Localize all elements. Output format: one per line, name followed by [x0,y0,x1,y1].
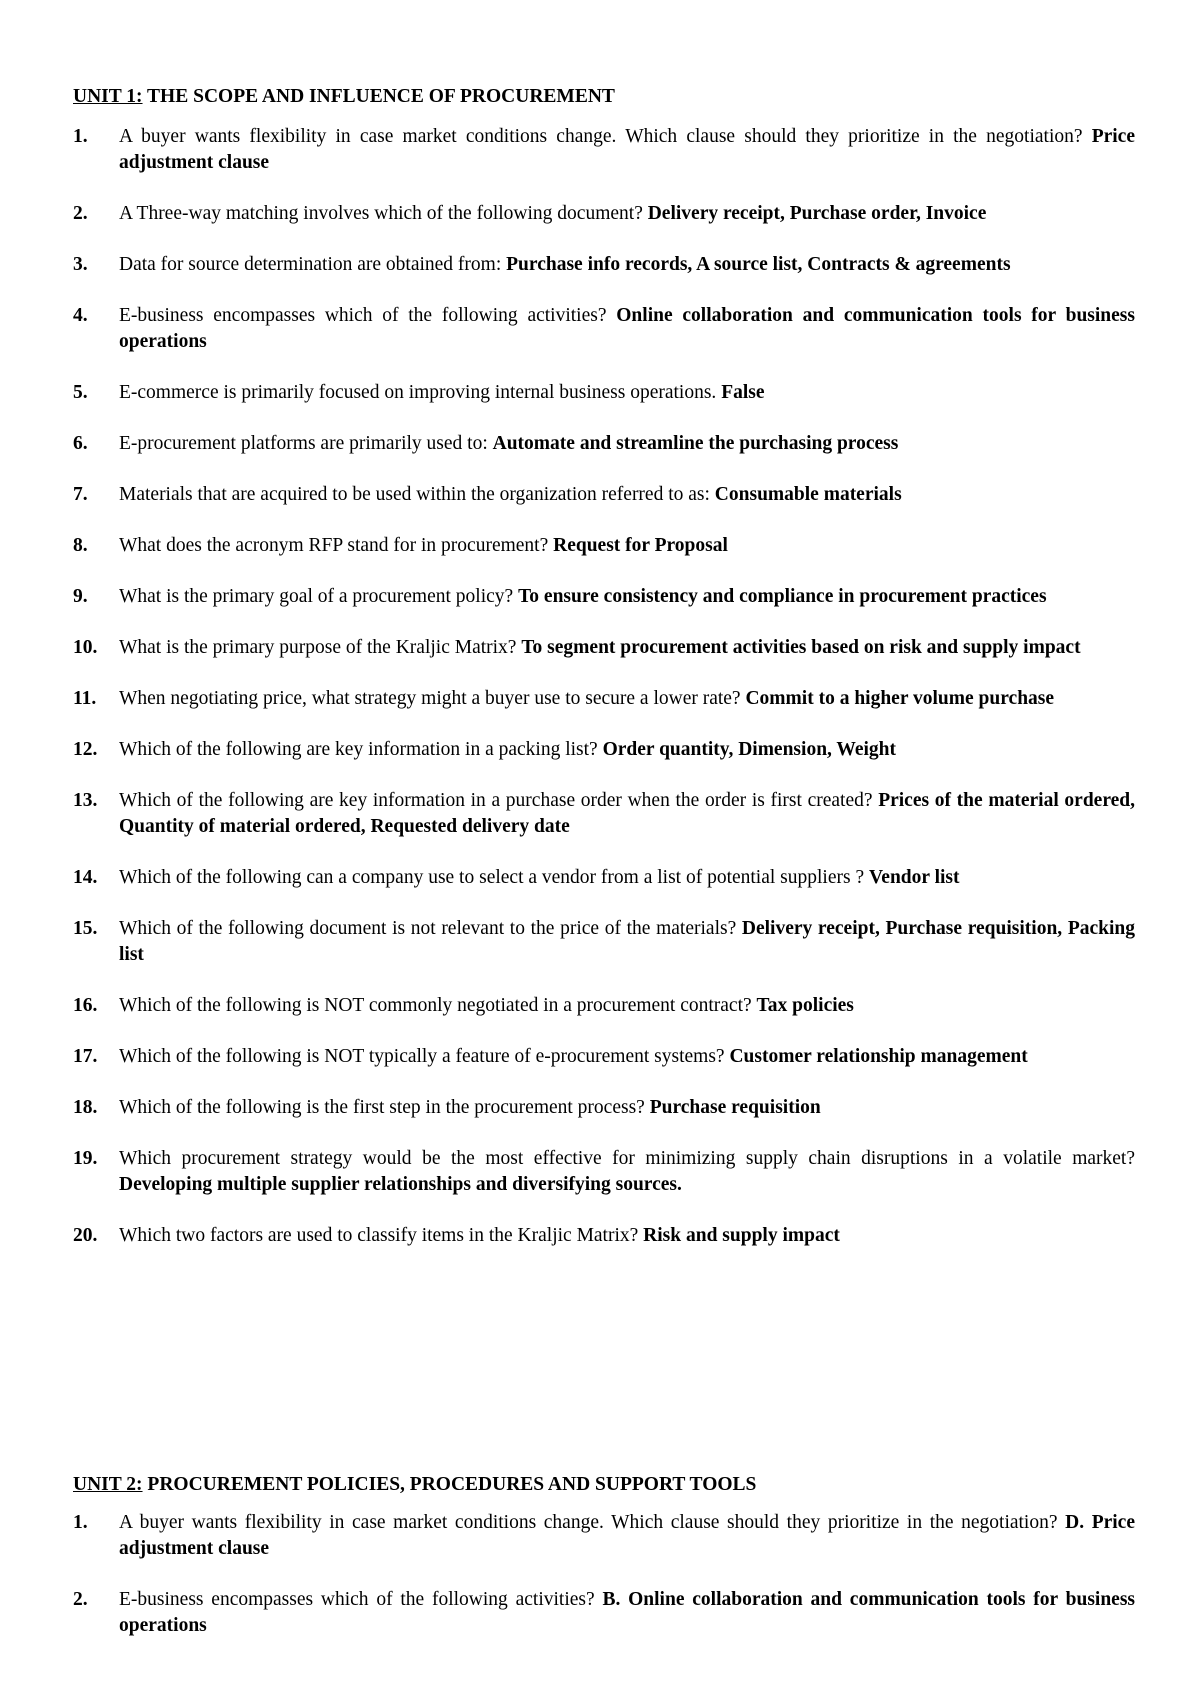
question-number: 17. [73,1046,98,1067]
question-number: 16. [73,995,98,1016]
question-item [73,1044,1135,1070]
question-item [73,1510,1135,1562]
question-text: Which of the following is the first step in the procurement process? [119,1097,650,1118]
question-number: 10. [73,637,98,658]
answer-text: Prices of the material ordered, Quantity of material ordered, Requested delivery date [119,790,1135,837]
unit-2-question-list [73,1510,1135,1664]
unit-2-title: PROCUREMENT POLICIES, PROCEDURES AND SUPPORT TOOLS [142,1474,757,1495]
question-number: 1. [73,1512,88,1533]
question-item [73,431,1135,457]
question-text: Which of the following are key information in a purchase order when the order is first created? [119,790,879,811]
question-text: What is the primary goal of a procurement policy? [119,586,519,607]
question-number: 15. [73,918,98,939]
question-text: A buyer wants flexibility in case market conditions change. Which clause should they prioritize in the negotiation? [119,126,1092,147]
unit-2-label: UNIT 2: [73,1474,143,1495]
answer-text: Risk and supply impact [643,1225,840,1246]
answer-text: B. Online collaboration and communication tools for business operations [119,1589,1135,1636]
question-item [73,1223,1135,1249]
answer-text: Order quantity, Dimension, Weight [602,739,897,760]
unit-2-heading [73,1472,756,1498]
answer-text: False [721,382,765,403]
answer-text: Request for Proposal [553,535,728,556]
question-text: E-business encompasses which of the following activities? [119,1589,603,1610]
unit-1-question-list [73,124,1135,1274]
question-number: 14. [73,867,98,888]
question-number: 13. [73,790,98,811]
question-text: Which two factors are used to classify items in the Kraljic Matrix? [119,1225,644,1246]
question-number: 20. [73,1225,98,1246]
question-number: 12. [73,739,98,760]
answer-text: Automate and streamline the purchasing process [492,433,899,454]
question-number: 11. [73,688,97,709]
question-text: What does the acronym RFP stand for in procurement? [119,535,554,556]
answer-text: Online collaboration and communication tools for business operations [119,305,1135,352]
question-item [73,635,1135,661]
question-item [73,993,1135,1019]
question-text: Data for source determination are obtained from: [119,254,507,275]
answer-text: Developing multiple supplier relationships and diversifying sources. [119,1174,682,1195]
question-text: A Three-way matching involves which of the following document? [119,203,648,224]
question-item [73,1095,1135,1121]
question-text: Which of the following is NOT commonly negotiated in a procurement contract? [119,995,757,1016]
answer-text: Delivery receipt, Purchase requisition, Packing list [119,918,1135,965]
answer-text: To segment procurement activities based on risk and supply impact [521,637,1081,658]
question-item [73,788,1135,840]
answer-text: Tax policies [756,995,854,1016]
question-text: E-business encompasses which of the following activities? [119,305,617,326]
question-item [73,584,1135,610]
question-number: 18. [73,1097,98,1118]
answer-text: To ensure consistency and compliance in procurement practices [518,586,1047,607]
question-text: E-procurement platforms are primarily used to: [119,433,493,454]
question-text: Which procurement strategy would be the most effective for minimizing supply chain disruptions in a volatile market? [119,1148,1135,1169]
answer-text: Purchase info records, A source list, Contracts & agreements [506,254,1011,275]
question-item [73,124,1135,176]
question-text: Which of the following is NOT typically a feature of e-procurement systems? [119,1046,730,1067]
question-number: 19. [73,1148,98,1169]
answer-text: Commit to a higher volume purchase [745,688,1055,709]
question-number: 2. [73,1589,88,1610]
unit-1-title: THE SCOPE AND INFLUENCE OF PROCUREMENT [142,86,615,107]
answer-text: Vendor list [869,867,960,888]
question-item [73,380,1135,406]
question-item [73,686,1135,712]
question-item [73,303,1135,355]
unit-1-label: UNIT 1: [73,86,143,107]
answer-text: Customer relationship management [729,1046,1028,1067]
question-item [73,916,1135,968]
question-item [73,865,1135,891]
question-text: A buyer wants flexibility in case market conditions change. Which clause should they prioritize in the negotiation? [119,1512,1066,1533]
question-number: 5. [73,382,88,403]
question-item [73,201,1135,227]
question-number: 8. [73,535,88,556]
answer-text: Delivery receipt, Purchase order, Invoice [647,203,987,224]
question-item [73,1587,1135,1639]
answer-text: Price adjustment clause [119,126,1135,173]
question-text: Which of the following are key information in a packing list? [119,739,603,760]
question-item [73,533,1135,559]
answer-text: Consumable materials [714,484,902,505]
question-text: When negotiating price, what strategy might a buyer use to secure a lower rate? [119,688,746,709]
question-text: Which of the following can a company use to select a vendor from a list of potential suppliers ? [119,867,869,888]
question-text: What is the primary purpose of the Kraljic Matrix? [119,637,522,658]
question-number: 9. [73,586,88,607]
question-number: 1. [73,126,88,147]
question-item [73,482,1135,508]
answer-text: Purchase requisition [649,1097,821,1118]
question-item [73,737,1135,763]
question-item [73,252,1135,278]
question-number: 3. [73,254,88,275]
question-text: Which of the following document is not relevant to the price of the materials? [119,918,742,939]
question-number: 7. [73,484,88,505]
unit-1-heading [73,84,615,110]
question-text: E-commerce is primarily focused on improving internal business operations. [119,382,722,403]
question-number: 4. [73,305,88,326]
answer-text: D. Price adjustment clause [119,1512,1135,1559]
question-number: 2. [73,203,88,224]
question-number: 6. [73,433,88,454]
question-item [73,1146,1135,1198]
question-text: Materials that are acquired to be used within the organization referred to as: [119,484,715,505]
